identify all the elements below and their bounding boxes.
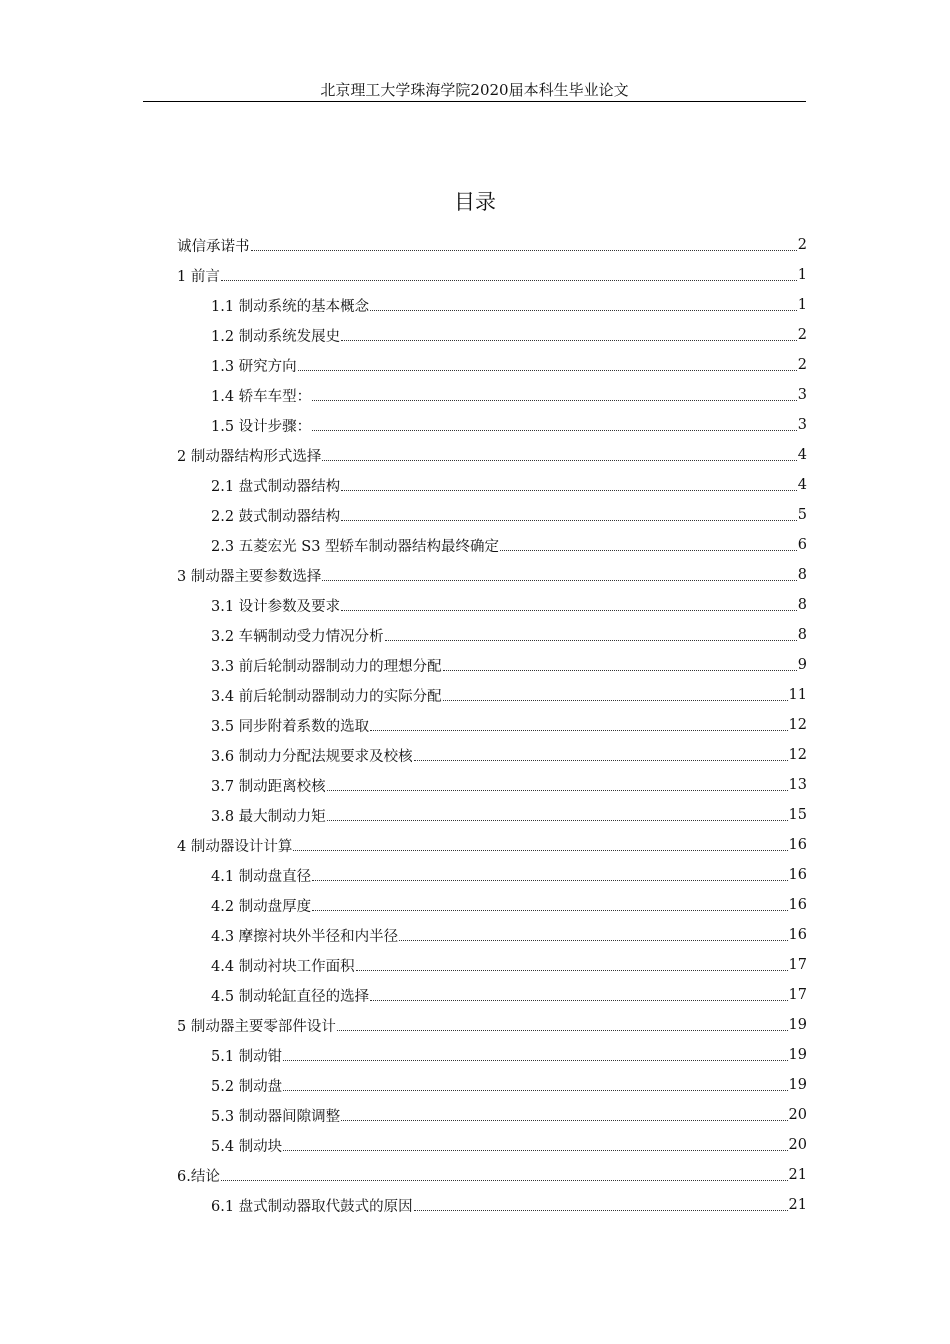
toc-entry-label: 1.4 轿车车型： xyxy=(211,388,312,405)
toc-dot-leader xyxy=(341,520,797,521)
toc-dot-leader xyxy=(370,310,797,311)
toc-dot-leader xyxy=(221,280,797,281)
toc-dot-leader xyxy=(341,340,797,341)
toc-entry[interactable] xyxy=(177,830,807,860)
toc-entry-page-number: 19 xyxy=(788,1077,807,1093)
toc-entry[interactable] xyxy=(177,890,807,920)
toc-entry-page-number: 16 xyxy=(788,897,807,913)
toc-entry-label: 5.4 制动块 xyxy=(211,1138,283,1155)
toc-entry[interactable] xyxy=(177,1130,807,1160)
toc-dot-leader xyxy=(414,1210,788,1211)
toc-entry-label: 4.2 制动盘厚度 xyxy=(211,898,312,915)
toc-entry[interactable] xyxy=(177,770,807,800)
toc-entry[interactable] xyxy=(177,1070,807,1100)
toc-entry-page-number: 20 xyxy=(788,1137,807,1153)
toc-entry-label: 3.3 前后轮制动器制动力的理想分配 xyxy=(211,658,442,675)
toc-entry-page-number: 12 xyxy=(788,747,807,763)
toc-entry-label: 3.7 制动距离校核 xyxy=(211,778,326,795)
toc-entry-page-number: 16 xyxy=(788,867,807,883)
toc-entry-label: 5.1 制动钳 xyxy=(211,1048,283,1065)
toc-entry-label: 3.8 最大制动力矩 xyxy=(211,808,326,825)
toc-entry[interactable] xyxy=(177,860,807,890)
toc-dot-leader xyxy=(341,490,797,491)
toc-entry[interactable] xyxy=(177,590,807,620)
toc-dot-leader xyxy=(341,610,797,611)
toc-entry-page-number: 1 xyxy=(797,267,807,283)
toc-entry[interactable] xyxy=(177,260,807,290)
toc-dot-leader xyxy=(443,670,797,671)
toc-entry-page-number: 4 xyxy=(797,447,807,463)
toc-entry-page-number: 1 xyxy=(797,297,807,313)
toc-dot-leader xyxy=(283,1090,787,1091)
toc-entry-label: 3.6 制动力分配法规要求及校核 xyxy=(211,748,413,765)
toc-dot-leader xyxy=(312,910,787,911)
toc-entry-label: 1.2 制动系统发展史 xyxy=(211,328,341,345)
toc-entry-page-number: 19 xyxy=(788,1047,807,1063)
toc-entry[interactable] xyxy=(177,620,807,650)
toc-entry-label: 4.4 制动衬块工作面积 xyxy=(211,958,355,975)
toc-entry[interactable] xyxy=(177,410,807,440)
toc-entry[interactable] xyxy=(177,680,807,710)
toc-dot-leader xyxy=(251,250,797,251)
toc-entry-label: 4.5 制动轮缸直径的选择 xyxy=(211,988,370,1005)
toc-entry-page-number: 8 xyxy=(797,597,807,613)
table-of-contents xyxy=(177,230,807,1220)
toc-entry-label: 5.3 制动器间隙调整 xyxy=(211,1108,341,1125)
toc-dot-leader xyxy=(370,1000,787,1001)
toc-entry[interactable] xyxy=(177,380,807,410)
toc-dot-leader xyxy=(337,1030,788,1031)
toc-entry-page-number: 12 xyxy=(788,717,807,733)
toc-entry[interactable] xyxy=(177,980,807,1010)
toc-dot-leader xyxy=(414,760,788,761)
toc-entry[interactable] xyxy=(177,740,807,770)
toc-entry[interactable] xyxy=(177,920,807,950)
toc-entry-label: 3.1 设计参数及要求 xyxy=(211,598,341,615)
toc-entry-page-number: 20 xyxy=(788,1107,807,1123)
toc-entry-label: 4.3 摩擦衬块外半径和内半径 xyxy=(211,928,399,945)
toc-entry[interactable] xyxy=(177,350,807,380)
toc-dot-leader xyxy=(283,1150,787,1151)
toc-dot-leader xyxy=(312,880,787,881)
toc-entry[interactable] xyxy=(177,470,807,500)
toc-entry-label: 6.结论 xyxy=(177,1168,220,1185)
toc-entry-page-number: 4 xyxy=(797,477,807,493)
toc-entry-label: 1 前言 xyxy=(177,268,220,285)
toc-entry-page-number: 9 xyxy=(797,657,807,673)
toc-dot-leader xyxy=(298,370,797,371)
toc-entry[interactable] xyxy=(177,1190,807,1220)
toc-entry-label: 6.1 盘式制动器取代鼓式的原因 xyxy=(211,1198,413,1215)
toc-entry-page-number: 16 xyxy=(788,927,807,943)
header-rule xyxy=(143,101,806,102)
toc-dot-leader xyxy=(221,1180,788,1181)
toc-entry-page-number: 17 xyxy=(788,957,807,973)
toc-dot-leader xyxy=(327,820,788,821)
toc-dot-leader xyxy=(356,970,788,971)
toc-entry-label: 1.1 制动系统的基本概念 xyxy=(211,298,370,315)
toc-dot-leader xyxy=(341,1120,787,1121)
toc-entry-page-number: 21 xyxy=(788,1167,807,1183)
toc-dot-leader xyxy=(385,640,797,641)
toc-dot-leader xyxy=(370,730,787,731)
toc-entry-page-number: 6 xyxy=(797,537,807,553)
toc-entry[interactable] xyxy=(177,560,807,590)
toc-entry[interactable] xyxy=(177,530,807,560)
toc-entry[interactable] xyxy=(177,650,807,680)
toc-entry-page-number: 19 xyxy=(788,1017,807,1033)
toc-dot-leader xyxy=(327,790,788,791)
toc-dot-leader xyxy=(312,430,797,431)
page-header: 北京理工大学珠海学院2020届本科生毕业论文 xyxy=(320,81,629,99)
toc-entry-page-number: 8 xyxy=(797,567,807,583)
toc-entry-page-number: 3 xyxy=(797,387,807,403)
toc-entry-page-number: 2 xyxy=(797,357,807,373)
toc-entry-label: 诚信承诺书 xyxy=(177,238,250,255)
toc-entry[interactable] xyxy=(177,1010,807,1040)
toc-entry-page-number: 5 xyxy=(797,507,807,523)
toc-dot-leader xyxy=(312,400,797,401)
toc-dot-leader xyxy=(500,550,797,551)
toc-dot-leader xyxy=(443,700,788,701)
toc-entry[interactable] xyxy=(177,440,807,470)
toc-entry-label: 3.5 同步附着系数的选取 xyxy=(211,718,370,735)
toc-entry-label: 2.1 盘式制动器结构 xyxy=(211,478,341,495)
toc-entry-page-number: 16 xyxy=(788,837,807,853)
toc-dot-leader xyxy=(293,850,787,851)
toc-entry-page-number: 2 xyxy=(797,237,807,253)
toc-entry-label: 3.4 前后轮制动器制动力的实际分配 xyxy=(211,688,442,705)
toc-entry[interactable] xyxy=(177,230,807,260)
toc-entry-page-number: 3 xyxy=(797,417,807,433)
toc-entry[interactable] xyxy=(177,950,807,980)
toc-entry-page-number: 13 xyxy=(788,777,807,793)
toc-entry[interactable] xyxy=(177,1160,807,1190)
toc-entry[interactable] xyxy=(177,500,807,530)
toc-dot-leader xyxy=(322,580,796,581)
toc-entry[interactable] xyxy=(177,290,807,320)
toc-entry[interactable] xyxy=(177,710,807,740)
toc-entry-label: 2.2 鼓式制动器结构 xyxy=(211,508,341,525)
toc-title: 目录 xyxy=(454,190,496,214)
toc-entry-label: 5.2 制动盘 xyxy=(211,1078,283,1095)
toc-entry-label: 3 制动器主要参数选择 xyxy=(177,568,322,585)
toc-entry-label: 4 制动器设计计算 xyxy=(177,838,293,855)
toc-entry-label: 4.1 制动盘直径 xyxy=(211,868,312,885)
toc-entry[interactable] xyxy=(177,320,807,350)
toc-entry-label: 1.5 设计步骤： xyxy=(211,418,312,435)
toc-entry-label: 1.3 研究方向 xyxy=(211,358,297,375)
toc-entry-page-number: 15 xyxy=(788,807,807,823)
toc-entry-page-number: 8 xyxy=(797,627,807,643)
toc-entry-label: 2.3 五菱宏光 S3 型轿车制动器结构最终确定 xyxy=(211,538,500,555)
toc-dot-leader xyxy=(283,1060,787,1061)
toc-entry-page-number: 11 xyxy=(788,687,807,703)
toc-entry-label: 5 制动器主要零部件设计 xyxy=(177,1018,336,1035)
toc-entry-page-number: 2 xyxy=(797,327,807,343)
toc-entry-label: 2 制动器结构形式选择 xyxy=(177,448,322,465)
toc-entry-label: 3.2 车辆制动受力情况分析 xyxy=(211,628,384,645)
toc-entry[interactable] xyxy=(177,800,807,830)
toc-dot-leader xyxy=(322,460,796,461)
toc-entry-page-number: 17 xyxy=(788,987,807,1003)
toc-entry[interactable] xyxy=(177,1040,807,1070)
toc-dot-leader xyxy=(399,940,787,941)
toc-entry-page-number: 21 xyxy=(788,1197,807,1213)
toc-entry[interactable] xyxy=(177,1100,807,1130)
